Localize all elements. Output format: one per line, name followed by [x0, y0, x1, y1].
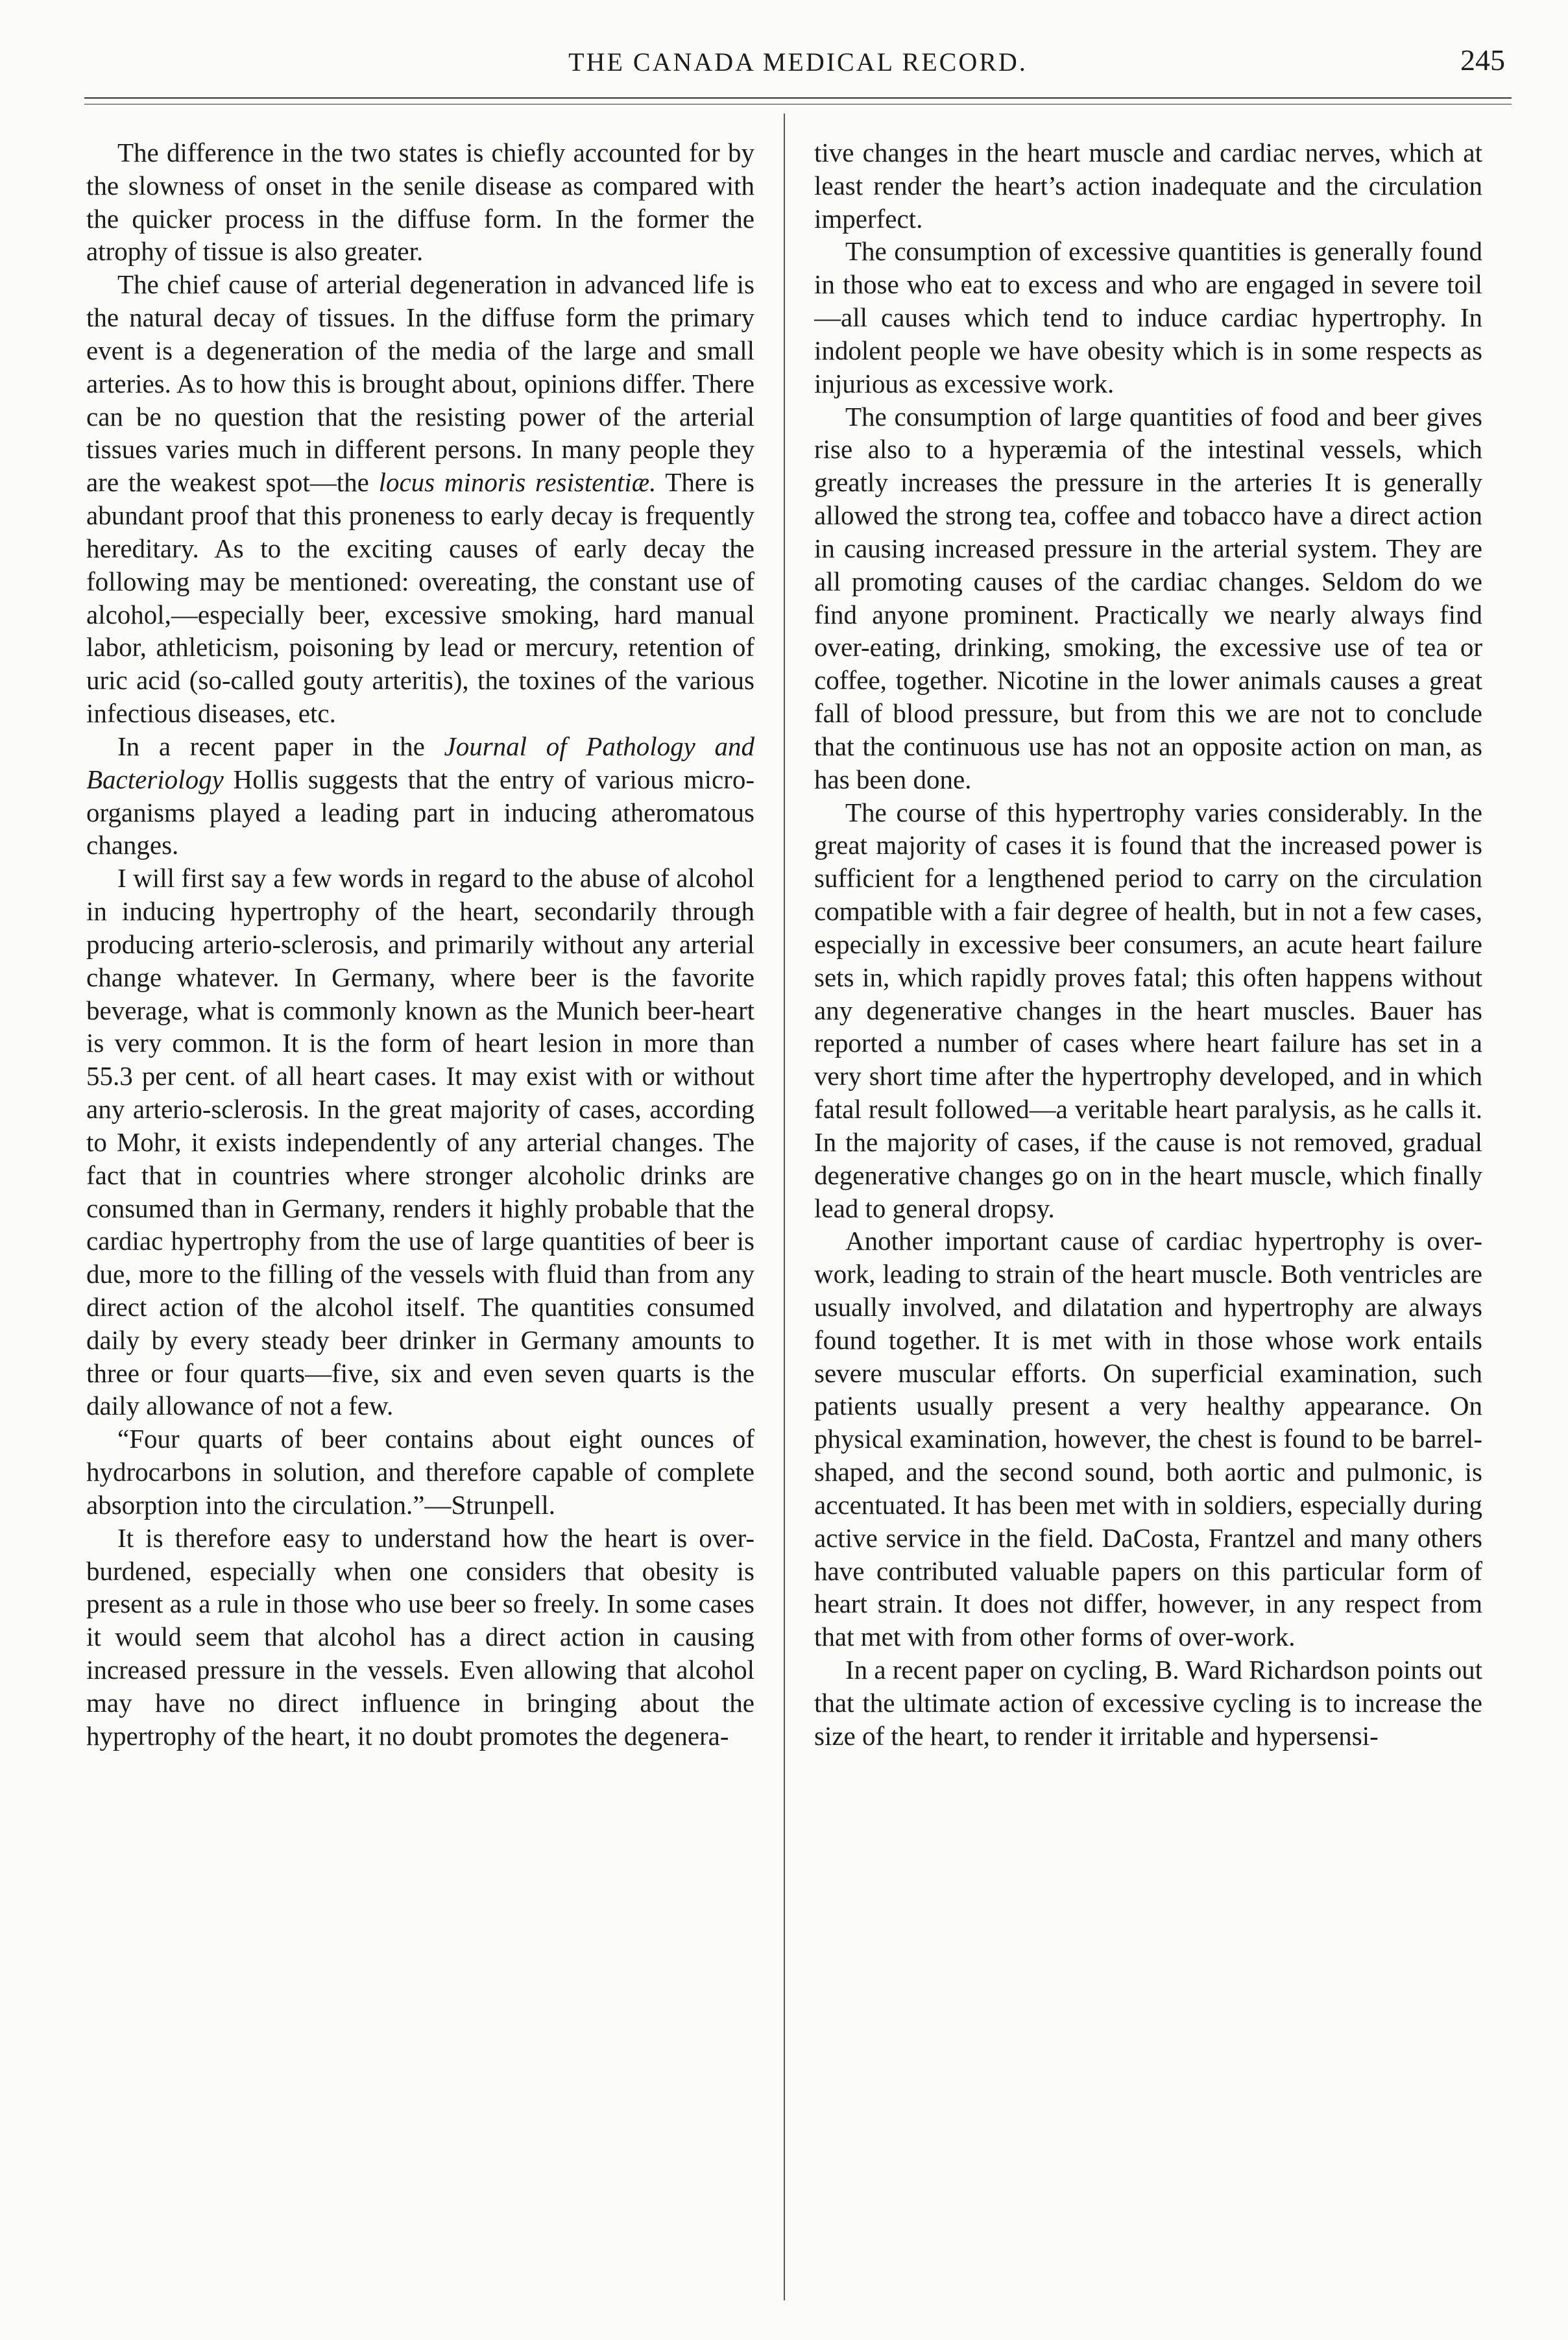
- paragraph: The difference in the two states is chiefly accounted for by the slowness of onset in the senile disease as compared with the quicker process in the diffuse form. In the former the atrophy of tissue is also greater.: [86, 138, 754, 267]
- italic-phrase: locus minoris resistentiæ.: [378, 467, 657, 498]
- paragraph-text: There is abundant proof that this proneness to early decay is frequently hereditary. As to the exciting causes of early decay the following may be mentioned: overeating, the constant use of alcohol,—especially beer, excessive smoking, hard manual labor, athleticism, poisoning by lead or mercury, retention of uric acid (so-called gouty arteritis), the toxines of the various infectious diseases, etc.: [86, 467, 754, 729]
- header-rule: [84, 97, 1512, 99]
- paragraph: In a recent paper on cycling, B. Ward Richardson points out that the ultimate action of excessive cycling is to increase the size of the heart, to render it irritable and hypersensi-: [814, 1655, 1482, 1751]
- paragraph: The consumption of excessive quantities is generally found in those who eat to excess and who are engaged in severe toil—all causes which tend to induce cardiac hypertrophy. In indolent people we have obesity which is in some respects as injurious as excessive work.: [814, 236, 1482, 398]
- page-number: 245: [1460, 43, 1505, 77]
- journal-title: THE CANADA MEDICAL RECORD.: [568, 47, 1028, 77]
- paragraph: [86, 268, 754, 730]
- paragraph: It is therefore easy to understand how the heart is over-burdened, especially when one considers that obesity is present as a rule in those who use beer so freely. In some cases it would seem that alcohol has a direct action in causing increased pressure in the vessels. Even allowing that alcohol may have no direct influence in bringing about the hypertrophy of the heart, it no doubt promotes the degenera-: [86, 1522, 754, 1751]
- paragraph: [86, 730, 754, 862]
- paragraph-continued: tive changes in the heart muscle and cardiac nerves, which at least render the heart’s action inadequate and the circulation imperfect.: [814, 138, 1482, 234]
- page-header: [84, 40, 1512, 92]
- paragraph: The consumption of large quantities of food and beer gives rise also to a hyperæmia of the intestinal vessels, which greatly increases the pressure in the arteries It is generally allowed the strong tea, coffee and tobacco have a direct action in causing increased pressure in the arterial system. They are all promoting causes of the cardiac changes. Seldom do we find anyone prominent. Practically we nearly always find over-eating, drinking, smoking, the excessive use of tea or coffee, together. Nicotine in the lower animals causes a great fall of blood pressure, but from this we are not to conclude that the continuous use has not an opposite action on man, as has been done.: [814, 401, 1482, 794]
- journal-citation: Journal of Pathology and Bacteriology: [86, 731, 754, 794]
- left-column: [86, 136, 754, 2291]
- paragraph: Another important cause of cardiac hypertrophy is over-work, leading to strain of the heart muscle. Both ventricles are usually involved, and dilatation and hypertrophy are always found together. It is met with in those whose work entails severe muscular efforts. On superficial examination, such patients usually present a very healthy appearance. On physical examination, however, the chest is found to be barrel-shaped, and the second sound, both aortic and pulmonic, is accentuated. It has been met with in soldiers, especially during active service in the field. DaCosta, Frantzel and many others have contributed valuable papers on this particular form of heart strain. It does not differ, however, in any respect from that met with from other forms of over-work.: [814, 1226, 1482, 1652]
- paragraph-text: Hollis suggests that the entry of various micro-organisms played a leading part in inducing atheromatous changes.: [86, 764, 754, 860]
- paragraph: I will first say a few words in regard to the abuse of alcohol in inducing hypertrophy of the heart, secondarily through producing arterio-sclerosis, and primarily without any arterial change whatever. In Germany, where beer is the favorite beverage, what is commonly known as the Munich beer-heart is very common. It is the form of heart lesion in more than 55.3 per cent. of all heart cases. It may exist with or without any arterio-sclerosis. In the great majority of cases, according to Mohr, it exists independently of any arterial changes. The fact that in countries where stronger alcoholic drinks are consumed than in Germany, renders it highly probable that the cardiac hypertrophy from the use of large quantities of beer is due, more to the filling of the vessels with fluid than from any direct action of the alcohol itself. The quantities consumed daily by every steady beer drinker in Germany amounts to three or four quarts—five, six and even seven quarts is the daily allowance of not a few.: [86, 863, 754, 1421]
- right-column: [814, 136, 1482, 2291]
- column-divider: [784, 114, 785, 2300]
- paragraph-text: In a recent paper in the: [117, 731, 425, 761]
- paragraph: The course of this hypertrophy varies considerably. In the great majority of cases it is found that the increased power is sufficient for a lengthened period to carry on the circulation compatible with a fair degree of health, but in not a few cases, especially in excessive beer consumers, an acute heart failure sets in, which rapidly proves fatal; this often happens without any degenerative changes in the heart muscles. Bauer has reported a number of cases where heart failure has set in a very short time after the hypertrophy developed, and in which fatal result followed—a veritable heart paralysis, as he calls it. In the majority of cases, if the cause is not removed, gradual degenerative changes go on in the heart muscle, which finally lead to general dropsy.: [814, 797, 1482, 1223]
- quotation: “Four quarts of beer contains about eight ounces of hydrocarbons in solution, and therefore capable of complete absorption into the circulation.”—Strunpell.: [86, 1424, 754, 1520]
- paragraph-text: The chief cause of arterial degeneration in advanced life is the natural decay of tissues. In the diffuse form the primary event is a degeneration of the media of the large and small arteries. As to how this is brought about, opinions differ. There can be no question that the resisting power of the arterial tissues varies much in different persons. In many people they are the weakest spot—the: [86, 269, 754, 498]
